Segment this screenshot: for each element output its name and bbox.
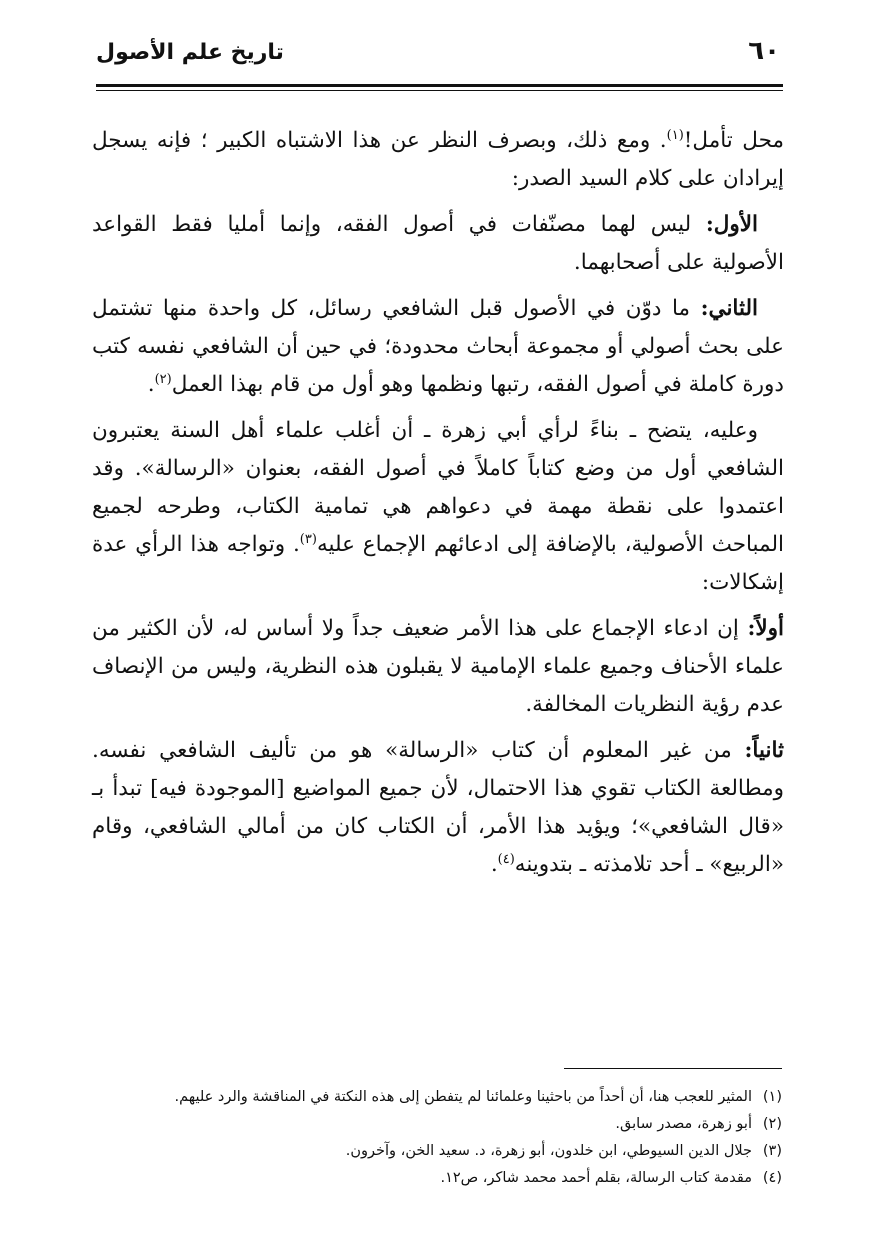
footnote-ref: (١) (666, 127, 684, 143)
paragraph-lead: الثاني: (700, 296, 758, 321)
footnote-text: جلال الدين السيوطي، ابن خلدون، أبو زهرة، د. سعيد الخن، وآخرون. (345, 1143, 752, 1159)
footnote-number: (١) (762, 1089, 782, 1105)
paragraph-lead: ثانياً: (744, 738, 784, 763)
main-text (92, 122, 784, 892)
footnote-ref: (٣) (299, 531, 317, 547)
paragraph (92, 206, 784, 282)
paragraph-text: إن ادعاء الإجماع على هذا الأمر ضعيف جداً ولا أساس له، لأن الكثير من علماء الأحناف وجميع علماء الإمامية لا يقبلون هذه النظرية، وليس من الإنصاف عدم رؤية النظريات المخالفة. (92, 616, 784, 717)
footnote-text: مقدمة كتاب الرسالة، بقلم أحمد محمد شاكر، ص١٢. (440, 1170, 752, 1186)
footnote-text: أبو زهرة، مصدر سابق. (615, 1116, 752, 1132)
footnote-ref: (٤) (497, 851, 515, 867)
paragraph (92, 122, 784, 198)
paragraph (92, 412, 784, 602)
paragraph (92, 610, 784, 724)
footnote-ref: (٢) (154, 371, 172, 387)
header-rule-thick (96, 84, 783, 87)
paragraph-text: . (147, 372, 155, 397)
paragraph-lead: الأول: (705, 212, 758, 237)
footnote-number: (٤) (762, 1170, 782, 1186)
page-header (96, 34, 780, 82)
page-number: ٦٠ (748, 36, 780, 66)
paragraph-text: محل تأمل! (683, 128, 784, 153)
paragraph (92, 732, 784, 884)
footnote-number: (٣) (762, 1143, 782, 1159)
footnote-number: (٢) (762, 1116, 782, 1132)
footnote (96, 1111, 782, 1138)
paragraph-text: . ومع ذلك، وبصرف النظر عن هذا الاشتباه الكبير ؛ فإنه يسجل إيرادان على كلام السيد الصدر: (92, 128, 784, 191)
paragraph-lead: أولاً: (747, 616, 784, 641)
footnotes (96, 1084, 782, 1192)
paragraph-text: . (490, 852, 498, 877)
footnote-separator (564, 1068, 782, 1069)
paragraph-text: ما دوّن في الأصول قبل الشافعي رسائل، كل واحدة منها تشتمل على بحث أصولي أو مجموعة أبحاث محدودة؛ في حين أن الشافعي نفسه كتب دورة كاملة في أصول الفقه، رتبها ونظمها وهو أول من قام بهذا العمل (92, 296, 784, 397)
running-title: تاريخ علم الأصول (96, 40, 284, 65)
header-rule-thin (96, 90, 783, 91)
footnote-text: المثير للعجب هنا، أن أحداً من باحثينا وعلمائنا لم يتفطن إلى هذه النكتة في المناقشة والرد عليهم. (174, 1089, 752, 1105)
paragraph-text: . وتواجه هذا الرأي عدة إشكالات: (92, 532, 784, 595)
paragraph-text: ليس لهما مصنّفات في أصول الفقه، وإنما أمليا فقط القواعد الأصولية على أصحابهما. (92, 212, 784, 275)
footnote (96, 1165, 782, 1192)
footnote (96, 1138, 782, 1165)
paragraph-text: من غير المعلوم أن كتاب «الرسالة» هو من تأليف الشافعي نفسه. ومطالعة الكتاب تقوي هذا الاحتمال، لأن جميع المواضيع [الموجودة فيه] تبدأ بـ «قال الشافعي»؛ ويؤيد هذا الأمر، أن الكتاب كان من أمالي الشافعي، وقام «الربيع» ـ أحد تلامذته ـ بتدوينه (92, 738, 784, 877)
paragraph (92, 290, 784, 404)
footnote (96, 1084, 782, 1111)
paragraph-text: وعليه، يتضح ـ بناءً لرأي أبي زهرة ـ أن أغلب علماء أهل السنة يعتبرون الشافعي أول من وضع كتاباً كاملاً في أصول الفقه، بعنوان «الرسالة». وقد اعتمدوا على نقطة مهمة في دعواهم هي تمامية الكتاب، وطرحه لجميع المباحث الأصولية، بالإضافة إلى ادعائهم الإجماع عليه (92, 418, 784, 557)
